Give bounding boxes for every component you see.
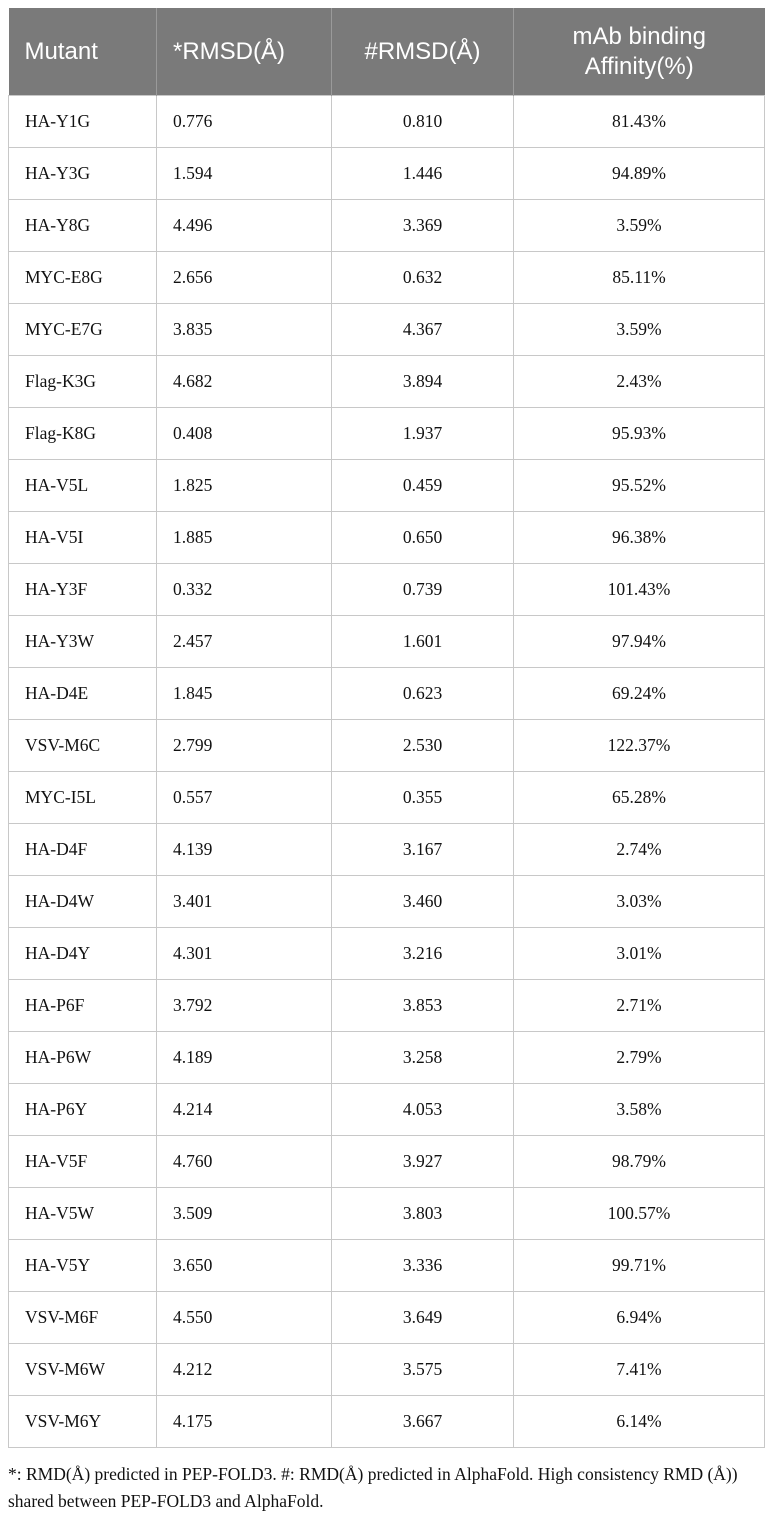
cell-rmsd-alphafold: 0.650 <box>332 512 514 564</box>
cell-rmsd-alphafold: 3.575 <box>332 1344 514 1396</box>
cell-mutant: Flag-K8G <box>9 408 157 460</box>
table-row <box>9 1292 765 1344</box>
table-row <box>9 1136 765 1188</box>
cell-mutant: HA-Y3G <box>9 148 157 200</box>
cell-binding-affinity: 3.58% <box>514 1084 765 1136</box>
cell-rmsd-pepfold: 2.457 <box>157 616 332 668</box>
header-rmsd-alphafold: #RMSD(Å) <box>332 8 514 96</box>
cell-binding-affinity: 100.57% <box>514 1188 765 1240</box>
cell-rmsd-alphafold: 1.446 <box>332 148 514 200</box>
cell-rmsd-pepfold: 3.835 <box>157 304 332 356</box>
cell-rmsd-pepfold: 4.139 <box>157 824 332 876</box>
table-row <box>9 1032 765 1084</box>
cell-rmsd-alphafold: 1.937 <box>332 408 514 460</box>
table-footnote: *: RMD(Å) predicted in PEP-FOLD3. #: RMD(Å) predicted in AlphaFold. High consistency RMD (Å)) shared between PEP-FOLD3 and AlphaFold. <box>8 1464 738 1511</box>
cell-rmsd-pepfold: 4.760 <box>157 1136 332 1188</box>
cell-rmsd-alphafold: 0.739 <box>332 564 514 616</box>
cell-rmsd-alphafold: 0.355 <box>332 772 514 824</box>
table-header-row <box>9 8 765 96</box>
cell-rmsd-pepfold: 2.799 <box>157 720 332 772</box>
cell-rmsd-pepfold: 0.557 <box>157 772 332 824</box>
cell-rmsd-pepfold: 3.401 <box>157 876 332 928</box>
cell-rmsd-alphafold: 2.530 <box>332 720 514 772</box>
cell-binding-affinity: 69.24% <box>514 668 765 720</box>
cell-rmsd-alphafold: 4.367 <box>332 304 514 356</box>
table-container <box>8 8 764 1448</box>
cell-binding-affinity: 3.01% <box>514 928 765 980</box>
cell-rmsd-alphafold: 0.623 <box>332 668 514 720</box>
cell-rmsd-alphafold: 3.460 <box>332 876 514 928</box>
cell-rmsd-pepfold: 1.825 <box>157 460 332 512</box>
table-row <box>9 720 765 772</box>
table-row <box>9 148 765 200</box>
cell-rmsd-pepfold: 0.332 <box>157 564 332 616</box>
header-mutant: Mutant <box>9 8 157 96</box>
cell-binding-affinity: 6.14% <box>514 1396 765 1448</box>
cell-mutant: HA-D4Y <box>9 928 157 980</box>
cell-mutant: HA-V5F <box>9 1136 157 1188</box>
table-row <box>9 980 765 1032</box>
cell-rmsd-alphafold: 3.258 <box>332 1032 514 1084</box>
cell-mutant: HA-Y8G <box>9 200 157 252</box>
table-row <box>9 356 765 408</box>
cell-rmsd-pepfold: 0.776 <box>157 96 332 148</box>
table-row <box>9 928 765 980</box>
mutant-rmsd-table <box>8 8 765 1448</box>
cell-binding-affinity: 95.93% <box>514 408 765 460</box>
cell-rmsd-alphafold: 3.369 <box>332 200 514 252</box>
cell-rmsd-alphafold: 3.927 <box>332 1136 514 1188</box>
cell-binding-affinity: 122.37% <box>514 720 765 772</box>
cell-mutant: HA-D4F <box>9 824 157 876</box>
cell-rmsd-alphafold: 0.632 <box>332 252 514 304</box>
cell-rmsd-pepfold: 4.682 <box>157 356 332 408</box>
cell-binding-affinity: 2.74% <box>514 824 765 876</box>
cell-binding-affinity: 3.59% <box>514 200 765 252</box>
cell-mutant: HA-D4W <box>9 876 157 928</box>
cell-rmsd-pepfold: 1.885 <box>157 512 332 564</box>
cell-mutant: HA-P6Y <box>9 1084 157 1136</box>
cell-binding-affinity: 3.59% <box>514 304 765 356</box>
cell-mutant: MYC-I5L <box>9 772 157 824</box>
cell-rmsd-alphafold: 3.336 <box>332 1240 514 1292</box>
table-row <box>9 668 765 720</box>
cell-mutant: HA-V5I <box>9 512 157 564</box>
header-binding-affinity: mAb binding Affinity(%) <box>514 8 765 96</box>
cell-mutant: HA-D4E <box>9 668 157 720</box>
cell-rmsd-pepfold: 4.301 <box>157 928 332 980</box>
cell-rmsd-pepfold: 0.408 <box>157 408 332 460</box>
cell-mutant: HA-V5W <box>9 1188 157 1240</box>
cell-rmsd-pepfold: 4.496 <box>157 200 332 252</box>
table-row <box>9 564 765 616</box>
cell-rmsd-alphafold: 3.894 <box>332 356 514 408</box>
cell-mutant: HA-P6W <box>9 1032 157 1084</box>
cell-binding-affinity: 7.41% <box>514 1344 765 1396</box>
cell-binding-affinity: 101.43% <box>514 564 765 616</box>
cell-rmsd-pepfold: 3.509 <box>157 1188 332 1240</box>
cell-mutant: HA-Y3F <box>9 564 157 616</box>
cell-mutant: VSV-M6F <box>9 1292 157 1344</box>
cell-binding-affinity: 85.11% <box>514 252 765 304</box>
cell-rmsd-alphafold: 3.853 <box>332 980 514 1032</box>
table-row <box>9 876 765 928</box>
table-row <box>9 1396 765 1448</box>
cell-rmsd-pepfold: 1.594 <box>157 148 332 200</box>
table-row <box>9 460 765 512</box>
table-row <box>9 512 765 564</box>
cell-mutant: HA-V5L <box>9 460 157 512</box>
cell-binding-affinity: 99.71% <box>514 1240 765 1292</box>
cell-rmsd-pepfold: 4.175 <box>157 1396 332 1448</box>
cell-mutant: VSV-M6Y <box>9 1396 157 1448</box>
cell-mutant: MYC-E8G <box>9 252 157 304</box>
cell-rmsd-alphafold: 3.649 <box>332 1292 514 1344</box>
cell-mutant: Flag-K3G <box>9 356 157 408</box>
cell-rmsd-pepfold: 3.792 <box>157 980 332 1032</box>
cell-rmsd-alphafold: 3.167 <box>332 824 514 876</box>
table-row <box>9 252 765 304</box>
cell-rmsd-pepfold: 1.845 <box>157 668 332 720</box>
cell-rmsd-alphafold: 0.810 <box>332 96 514 148</box>
cell-binding-affinity: 2.43% <box>514 356 765 408</box>
table-row <box>9 772 765 824</box>
cell-binding-affinity: 94.89% <box>514 148 765 200</box>
cell-binding-affinity: 65.28% <box>514 772 765 824</box>
cell-binding-affinity: 98.79% <box>514 1136 765 1188</box>
table-row <box>9 824 765 876</box>
table-row <box>9 96 765 148</box>
table-row <box>9 200 765 252</box>
cell-binding-affinity: 81.43% <box>514 96 765 148</box>
table-row <box>9 1240 765 1292</box>
cell-rmsd-pepfold: 4.189 <box>157 1032 332 1084</box>
cell-rmsd-alphafold: 1.601 <box>332 616 514 668</box>
header-rmsd-pepfold: *RMSD(Å) <box>157 8 332 96</box>
cell-binding-affinity: 3.03% <box>514 876 765 928</box>
cell-rmsd-alphafold: 0.459 <box>332 460 514 512</box>
table-row <box>9 1188 765 1240</box>
cell-mutant: HA-P6F <box>9 980 157 1032</box>
table-row <box>9 304 765 356</box>
cell-binding-affinity: 95.52% <box>514 460 765 512</box>
table-row <box>9 1084 765 1136</box>
cell-rmsd-pepfold: 4.212 <box>157 1344 332 1396</box>
cell-mutant: HA-V5Y <box>9 1240 157 1292</box>
cell-rmsd-pepfold: 3.650 <box>157 1240 332 1292</box>
cell-mutant: HA-Y1G <box>9 96 157 148</box>
cell-binding-affinity: 97.94% <box>514 616 765 668</box>
cell-rmsd-pepfold: 4.550 <box>157 1292 332 1344</box>
table-row <box>9 408 765 460</box>
cell-binding-affinity: 2.71% <box>514 980 765 1032</box>
cell-mutant: HA-Y3W <box>9 616 157 668</box>
cell-rmsd-alphafold: 4.053 <box>332 1084 514 1136</box>
cell-binding-affinity: 96.38% <box>514 512 765 564</box>
cell-rmsd-alphafold: 3.803 <box>332 1188 514 1240</box>
cell-rmsd-pepfold: 2.656 <box>157 252 332 304</box>
cell-rmsd-pepfold: 4.214 <box>157 1084 332 1136</box>
table-row <box>9 616 765 668</box>
cell-rmsd-alphafold: 3.667 <box>332 1396 514 1448</box>
cell-binding-affinity: 6.94% <box>514 1292 765 1344</box>
cell-mutant: MYC-E7G <box>9 304 157 356</box>
cell-mutant: VSV-M6C <box>9 720 157 772</box>
table-row <box>9 1344 765 1396</box>
cell-binding-affinity: 2.79% <box>514 1032 765 1084</box>
cell-rmsd-alphafold: 3.216 <box>332 928 514 980</box>
cell-mutant: VSV-M6W <box>9 1344 157 1396</box>
